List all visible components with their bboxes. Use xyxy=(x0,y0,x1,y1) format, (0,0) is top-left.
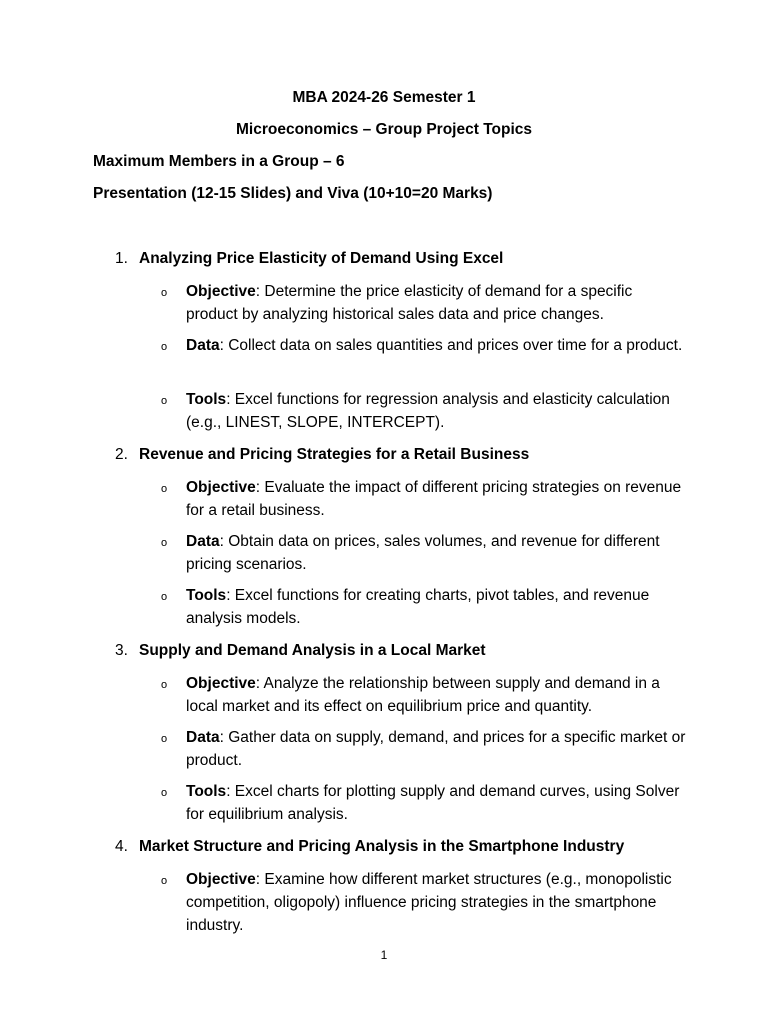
bullet-marker: o xyxy=(161,341,168,353)
point-label: Objective xyxy=(186,283,256,300)
topic-point xyxy=(186,530,686,576)
max-members-line: Maximum Members in a Group – 6 xyxy=(93,153,345,170)
bullet-marker: o xyxy=(161,679,168,691)
point-label: Tools xyxy=(186,391,227,408)
point-label: Data xyxy=(186,337,220,354)
topic-point xyxy=(186,388,686,434)
bullet-marker: o xyxy=(161,483,168,495)
topic-point xyxy=(186,672,686,718)
document-title: MBA 2024-26 Semester 1 xyxy=(292,89,476,106)
topic-title: Supply and Demand Analysis in a Local Market xyxy=(139,642,486,659)
topic-point xyxy=(186,476,686,522)
topic-point xyxy=(186,334,686,357)
bullet-marker: o xyxy=(161,537,168,549)
topic-number: 3. xyxy=(115,642,128,659)
topic-number: 2. xyxy=(115,446,128,463)
point-text: : Obtain data on prices, sales volumes, and revenue for different pricing scenarios. xyxy=(186,533,660,573)
topic-point xyxy=(186,584,686,630)
point-text: : Excel functions for creating charts, pivot tables, and revenue analysis models. xyxy=(186,587,650,627)
point-label: Data xyxy=(186,533,220,550)
topic-title: Analyzing Price Elasticity of Demand Using Excel xyxy=(139,250,504,267)
bullet-marker: o xyxy=(161,733,168,745)
bullet-marker: o xyxy=(161,591,168,603)
point-text: : Gather data on supply, demand, and prices for a specific market or product. xyxy=(186,729,686,769)
point-label: Objective xyxy=(186,675,256,692)
point-text: : Examine how different market structures (e.g., monopolistic competition, oligopoly) influence pricing strategies in the smartphone industry. xyxy=(186,871,672,934)
topic-number: 1. xyxy=(115,250,128,267)
topic-title: Revenue and Pricing Strategies for a Retail Business xyxy=(139,446,530,463)
topic-title: Market Structure and Pricing Analysis in the Smartphone Industry xyxy=(139,838,625,855)
point-label: Objective xyxy=(186,871,256,888)
presentation-line: Presentation (12-15 Slides) and Viva (10+10=20 Marks) xyxy=(93,185,493,202)
point-text: : Excel functions for regression analysis and elasticity calculation (e.g., LINEST, SLOPE, INTERCEPT). xyxy=(186,391,670,431)
topic-point xyxy=(186,280,686,326)
topic-point xyxy=(186,780,686,826)
document-subtitle: Microeconomics – Group Project Topics xyxy=(236,121,532,138)
topic-point xyxy=(186,726,686,772)
point-label: Tools xyxy=(186,587,227,604)
point-text: : Evaluate the impact of different pricing strategies on revenue for a retail business. xyxy=(186,479,682,519)
topic-number: 4. xyxy=(115,838,128,855)
topic-point xyxy=(186,868,686,937)
bullet-marker: o xyxy=(161,875,168,887)
point-text: : Analyze the relationship between supply and demand in a local market and its effect on equilibrium price and quantity. xyxy=(186,675,660,715)
bullet-marker: o xyxy=(161,787,168,799)
page-number: 1 xyxy=(380,948,388,962)
bullet-marker: o xyxy=(161,395,168,407)
point-text: : Determine the price elasticity of demand for a specific product by analyzing historical sales data and price changes. xyxy=(186,283,633,323)
point-label: Tools xyxy=(186,783,227,800)
point-label: Objective xyxy=(186,479,256,496)
point-label: Data xyxy=(186,729,220,746)
bullet-marker: o xyxy=(161,287,168,299)
point-text: : Excel charts for plotting supply and demand curves, using Solver for equilibrium analysis. xyxy=(186,783,680,823)
point-text: : Collect data on sales quantities and prices over time for a product. xyxy=(219,337,683,354)
